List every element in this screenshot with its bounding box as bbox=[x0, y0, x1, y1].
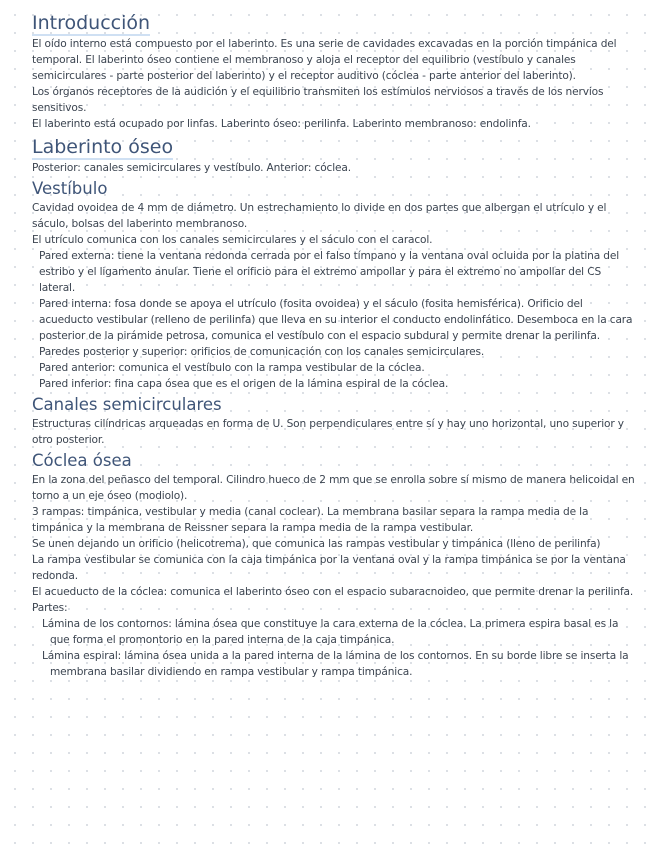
section-title-coclea: Cóclea ósea bbox=[32, 451, 132, 470]
paragraph: El oído interno está compuesto por el laberinto. Es una serie de cavidades excavadas en la porción timpánica del temporal. El laberinto óseo contiene el membranoso y aloja el receptor del equilibrio (vestíbulo y canales semicirculares - parte posterior del laberinto) y el receptor auditivo (cóclea - parte anterior del laberinto). bbox=[32, 38, 617, 82]
list-item: Lámina espiral: lámina ósea unida a la pared interna de la lámina de los contornos. En su borde libre se inserta la membrana basilar dividiendo en rampa vestibular y rampa timpánica. bbox=[42, 650, 629, 678]
section-title-laberinto: Laberinto óseo bbox=[32, 136, 174, 158]
list-item: Lámina de los contornos: lámina ósea que constituye la cara externa de la cóclea. La primera espira basal es la que forma el promontorio en la pared interna de la caja timpánica. bbox=[42, 618, 619, 646]
section-title-canales: Canales semicirculares bbox=[32, 395, 222, 414]
section-title-introduccion: Introducción bbox=[32, 12, 151, 34]
list-item: Pared interna: fosa donde se apoya el utrículo (fosita ovoidea) y el sáculo (fosita hemisférica). Orificio del acueducto vestibular (relleno de perilinfa) que lleva en su interior el conducto endolinfático. Desemboca en la cara posterior de la pirámide petrosa, comunica el vestíbulo con el espacio subdural y permite drenar la perilinfa. bbox=[39, 298, 633, 342]
paragraph: Posterior: canales semicirculares y vestíbulo. Anterior: cóclea. bbox=[32, 162, 351, 174]
paragraph: Los órganos receptores de la audición y el equilibrio transmiten los estímulos nerviosos a través de los nervios sensitivos. bbox=[32, 86, 604, 114]
paragraph: Se unen dejando un orificio (helicotrema), que comunica las rampas vestibular y timpánica (lleno de perilinfa) bbox=[32, 538, 601, 550]
paragraph: La rampa vestibular se comunica con la caja timpánica por la ventana oval y la rampa timpánica se por la ventana redonda. bbox=[32, 554, 626, 582]
paragraph: Cavidad ovoidea de 4 mm de diámetro. Un estrechamiento lo divide en dos partes que albergan el utrículo y el sáculo, bolsas del laberinto membranoso. bbox=[32, 202, 607, 230]
paragraph: El acueducto de la cóclea: comunica el laberinto óseo con el espacio subaracnoideo, que permite drenar la perilinfa. Partes: bbox=[32, 586, 634, 614]
paragraph: En la zona del peñasco del temporal. Cilindro hueco de 2 mm que se enrolla sobre sí mismo de manera helicoidal en torno a un eje óseo (modiolo). bbox=[32, 474, 635, 502]
paragraph: El utrículo comunica con los canales semicirculares y el sáculo con el caracol. bbox=[32, 234, 433, 246]
list-item: Paredes posterior y superior: orificios de comunicación con los canales semicirculares. bbox=[39, 346, 485, 358]
paragraph: El laberinto está ocupado por linfas. Laberinto óseo: perilinfa. Laberinto membranoso: endolinfa. bbox=[32, 118, 531, 130]
list-item: Pared anterior: comunica el vestíbulo con la rampa vestibular de la cóclea. bbox=[39, 362, 425, 374]
list-item: Pared inferior: fina capa ósea que es el origen de la lámina espiral de la cóclea. bbox=[39, 378, 449, 390]
paragraph: 3 rampas: timpánica, vestibular y media (canal coclear). La membrana basilar separa la rampa media de la timpánica y la membrana de Reissner separa la rampa media de la rampa vestibular. bbox=[32, 506, 589, 534]
paragraph: Estructuras cilíndricas arqueadas en forma de U. Son perpendiculares entre sí y hay uno horizontal, uno superior y otro posterior. bbox=[32, 418, 624, 446]
section-title-vestibulo: Vestíbulo bbox=[32, 179, 108, 198]
list-item: Pared externa: tiene la ventana redonda cerrada por el falso tímpano y la ventana oval ocluida por la platina del estribo y el ligamento anular. Tiene el orificio para el extremo ampollar y para el extremo no ampollar del CS lateral. bbox=[39, 250, 620, 294]
